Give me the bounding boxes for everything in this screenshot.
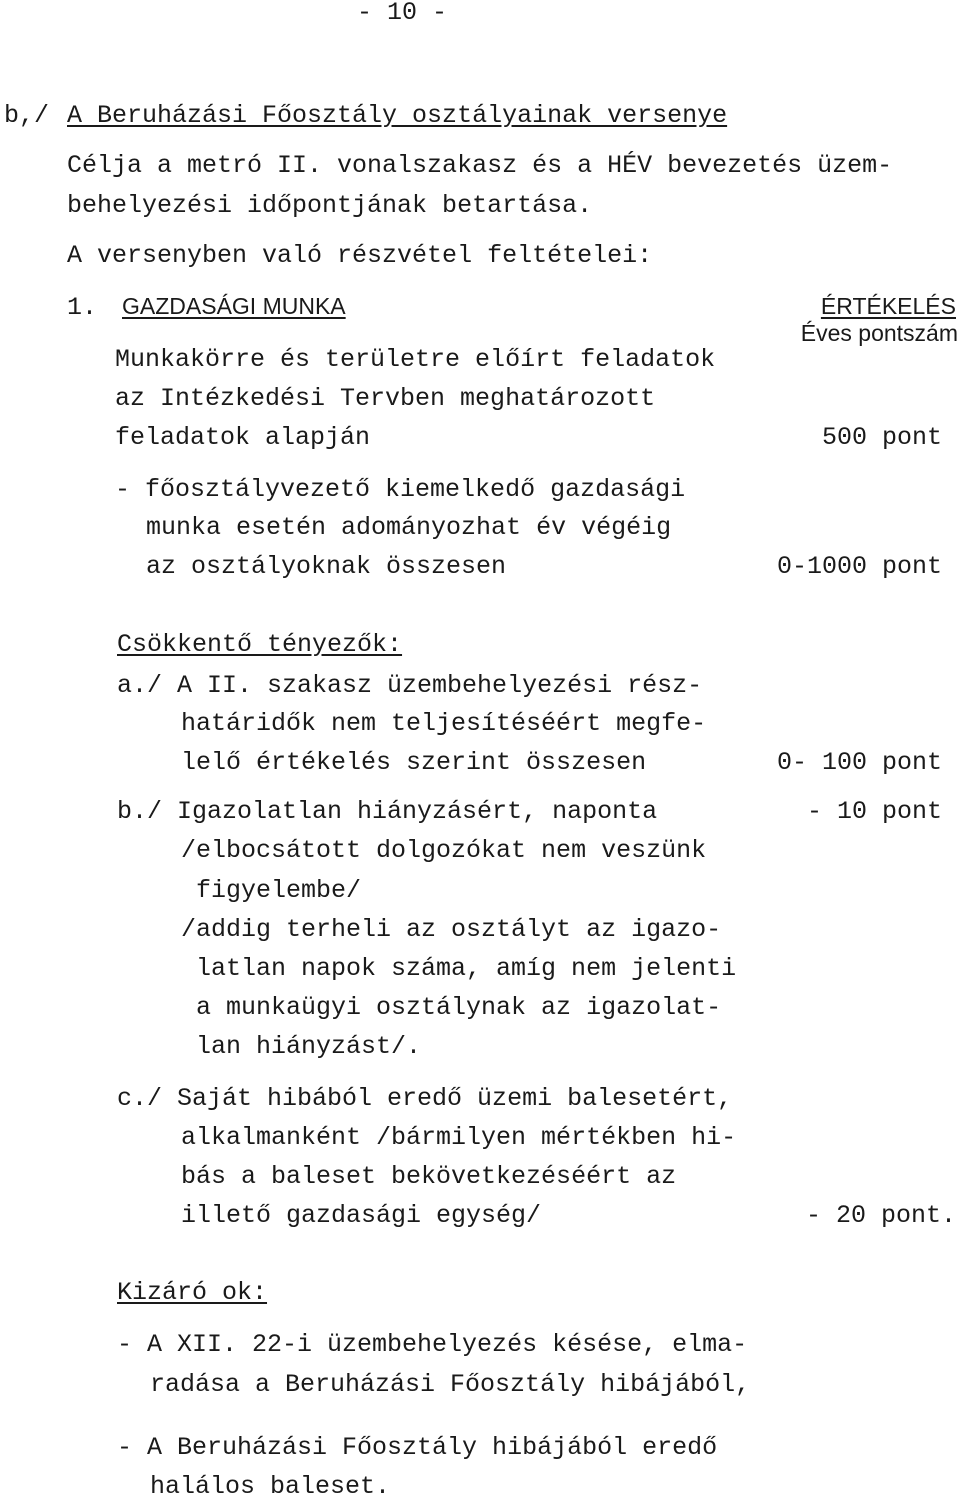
factor-b-line-5: latlan napok száma, amíg nem jelenti xyxy=(196,954,737,983)
annual-points-header: Éves pontszám xyxy=(800,320,958,346)
item-number: 1. xyxy=(67,293,98,322)
task-line-3: feladatok alapján xyxy=(115,423,371,452)
exclusion-2-line-1: - A Beruházási Főosztály hibájából eredő xyxy=(117,1433,718,1462)
item-title: GAZDASÁGI MUNKA xyxy=(122,293,346,319)
factor-c-line-4: illető gazdasági egység/ xyxy=(181,1201,542,1230)
section-title: A Beruházási Főosztály osztályainak versenye xyxy=(67,101,728,130)
factor-a-points: 0- 100 pont xyxy=(776,748,942,777)
factor-b-line-1: b./ Igazolatlan hiányzásért, naponta xyxy=(117,797,658,826)
factor-c-line-1: c./ Saját hibából eredő üzemi balesetért, xyxy=(117,1084,733,1113)
exclusion-1-line-2: radása a Beruházási Főosztály hibájából, xyxy=(150,1370,751,1399)
factor-b-points: - 10 pont xyxy=(806,797,942,826)
exclusion-1-line-1: - A XII. 22-i üzembehelyezés késése, elma- xyxy=(117,1330,748,1359)
factor-b-line-7: lan hiányzást/. xyxy=(196,1032,422,1061)
exclusion-2-line-2: halálos baleset. xyxy=(150,1472,391,1501)
page-number: - 10 - xyxy=(357,0,448,27)
exclusion-title: Kizáró ok: xyxy=(117,1278,268,1307)
factor-a-line-3: lelő értékelés szerint összesen xyxy=(181,748,647,777)
factor-c-points: - 20 pont. xyxy=(805,1201,956,1230)
factor-b-line-6: a munkaügyi osztálynak az igazolat- xyxy=(196,993,722,1022)
task-line-2: az Intézkedési Tervben meghatározott xyxy=(115,384,656,413)
section-marker: b,/ xyxy=(4,101,50,130)
bonus-line-1: - főosztályvezető kiemelkedő gazdasági xyxy=(115,475,686,504)
bonus-line-3: az osztályoknak összesen xyxy=(146,552,507,581)
evaluation-header: ÉRTÉKELÉS xyxy=(820,293,956,319)
factor-a-line-1: a./ A II. szakasz üzembehelyezési rész- xyxy=(117,671,703,700)
bonus-line-2: munka esetén adományozhat év végéig xyxy=(146,513,672,542)
factor-b-line-3: figyelembe/ xyxy=(196,876,362,905)
factor-c-line-3: bás a baleset bekövetkezéséért az xyxy=(181,1162,677,1191)
goal-line-1: Célja a metró II. vonalszakasz és a HÉV bevezetés üzem- xyxy=(67,151,893,180)
factor-b-line-2: /elbocsátott dolgozókat nem veszünk xyxy=(181,836,707,865)
factor-c-line-2: alkalmanként /bármilyen mértékben hi- xyxy=(181,1123,737,1152)
factor-a-line-2: határidők nem teljesítéséért megfe- xyxy=(181,709,707,738)
task-points: 500 pont xyxy=(821,423,942,452)
conditions-label: A versenyben való részvétel feltételei: xyxy=(67,241,653,270)
goal-line-2: behelyezési időpontjának betartása. xyxy=(67,191,593,220)
factor-b-line-4: /addig terheli az osztályt az igazo- xyxy=(181,915,722,944)
task-line-1: Munkakörre és területre előírt feladatok xyxy=(115,345,716,374)
bonus-points: 0-1000 pont xyxy=(776,552,942,581)
reducing-factors-title: Csökkentő tényezők: xyxy=(117,630,403,659)
